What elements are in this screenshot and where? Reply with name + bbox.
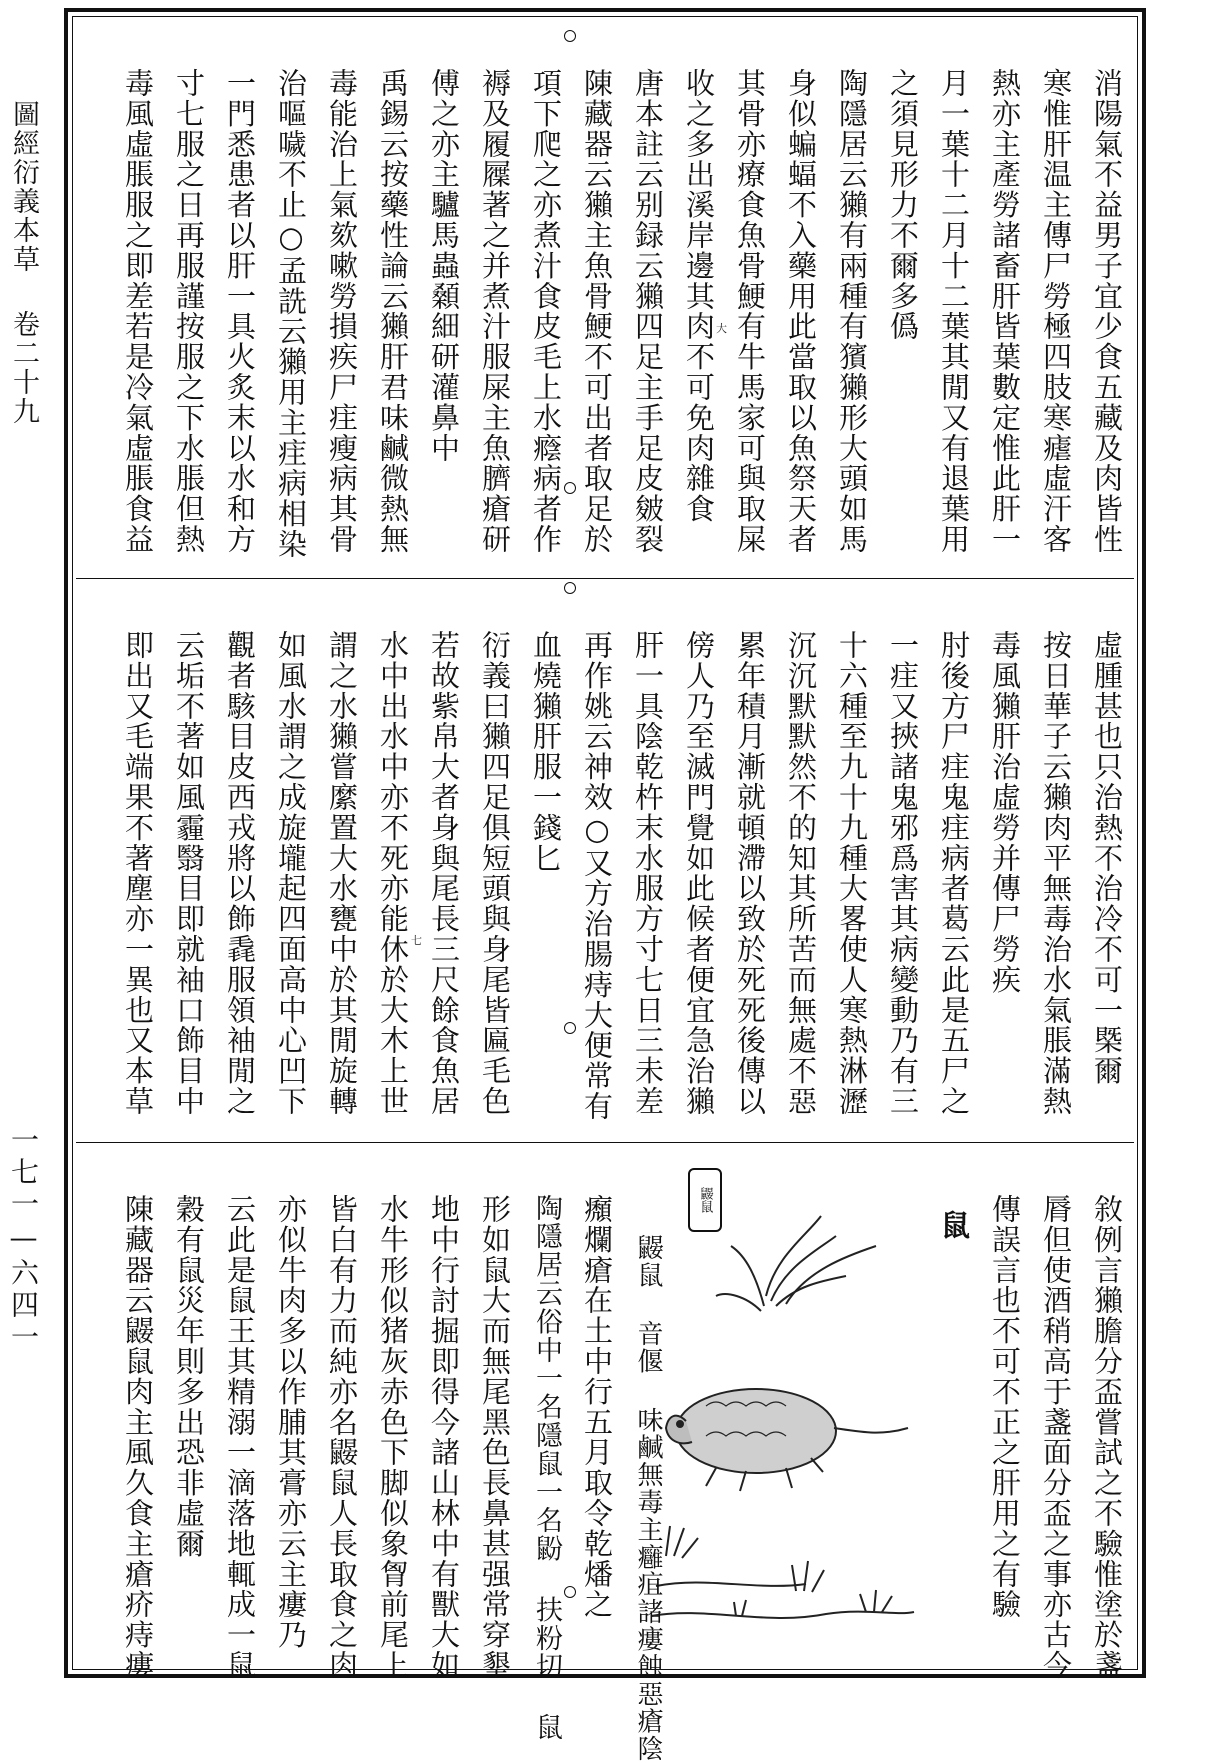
seam-circle-mark [564,1022,576,1034]
seam-circle-mark [564,482,576,494]
text-column: 唐本註云别録云獺四足主手足皮皴裂 [631,68,665,555]
text-column: 身似蝙蝠不入藥用此當取以魚祭天者 [784,68,818,555]
text-column: 一門悉患者以肝一具火炙末以水和方 [223,68,257,555]
leaf-mark: 七 [411,934,422,947]
text-column: 陶隱居云俗中一名隱鼠一名鼢 扶粉切 鼠 [531,1194,562,1742]
text-column: 傳誤言也不可不正之肝用之有驗 [988,1194,1022,1620]
text-column: 水牛形似猪灰赤色下脚似象胷前尾上 [376,1194,410,1681]
text-column: 傍人乃至滅門覺如此候者便宜急治獺 [682,630,716,1117]
text-column: 陳藏器云獺主魚骨鯁不可出者取足於 [580,68,614,555]
text-column: 收之多出溪岸邊其肉不可免肉雜食 [682,68,716,524]
text-column: 形如鼠大而無尾黑色長鼻甚强常穿墾 [478,1194,512,1681]
running-header-title [8,100,38,426]
text-column: 傅之亦主驢馬蟲顙細研灌鼻中 [427,68,461,464]
text-column: 血燒獺肝服一錢匕 [529,630,563,874]
text-column: 亦似牛肉多以作脯其膏亦云主瘻乃 [274,1194,308,1650]
seal-text: 鼹鼠 [697,1187,713,1213]
leaf-mark: 大 [716,322,727,335]
text-column: 觀者駭目皮西戎將以飾毳服領袖閒之 [223,630,257,1117]
panel-bottom [76,1146,1134,1763]
page-frame [64,8,1146,1763]
text-column: 寒惟肝温主傳尸勞極四肢寒瘧虛汗客 [1039,68,1073,555]
text-column: 衍義曰獺四足俱短頭與身尾皆匾毛色 [478,630,512,1117]
text-column: 熱亦主產勞諸畜肝皆葉數定惟此肝一 [988,68,1022,555]
seam-circle-mark [564,1586,576,1598]
panel-divider [76,578,1134,579]
text-column: 陳藏器云鼹鼠肉主風久食主瘡疥痔瘻 [121,1194,155,1681]
text-column: 寸七服之日再服謹按服之下水脹但熱 [172,68,206,555]
seam-circle-mark [564,582,576,594]
text-column: 消陽氣不益男子宜少食五藏及肉皆性 [1090,68,1124,555]
text-column: 褥及履屧著之并煮汁服屎主魚臍瘡研 [478,68,512,555]
seal-label [688,1168,722,1232]
text-column: 月一葉十二月十二葉其閒又有退葉用 [937,68,971,555]
text-column: 毒風虛脹服之即差若是冷氣虛脹食益 [121,68,155,555]
text-column: 項下爬之亦煮汁食皮毛上水癊病者作 [529,68,563,555]
text-column: 其骨亦療食魚骨鯁有牛馬家可與取屎 [733,68,767,555]
text-column: 云垢不著如風霾翳目即就袖口飾目中 [172,630,206,1117]
text-column: 虛腫甚也只治熱不治冷不可一槩爾 [1090,630,1124,1086]
text-column: 毒風獺肝治虛勞并傳尸勞疾 [988,630,1022,995]
text-column: 謂之水獺嘗縻置大水甕中於其閒旋轉 [325,630,359,1117]
text-column: 按日華子云獺肉平無毒治水氣脹滿熱 [1039,630,1073,1117]
seam-circle-mark [564,30,576,42]
text-column: 治嘔噦不止○孟詵云獺用主疰病相染 [274,68,308,560]
panel-top [76,20,1134,574]
text-column: 地中行討掘即得今諸山林中有獸大如 [427,1194,461,1681]
section-heading-shu: 鼠 [937,1210,971,1241]
text-column: 一疰又挾諸鬼邪爲害其病變動乃有三 [886,630,920,1117]
text-column: 之須見形力不爾多僞 [886,68,920,342]
panel-divider [76,1142,1134,1143]
text-column: 肝一具陰乾杵末水服方寸七日三未差 [631,630,665,1117]
text-column: 沉沉默默然不的知其所苦而無處不惡 [784,630,818,1117]
text-column: 㿗爛瘡在土中行五月取令乾燔之 [580,1194,614,1620]
panel-middle [76,582,1134,1138]
page-number: 一七一—六四一 [7,1125,40,1354]
text-column: 禹錫云按藥性論云獺肝君味鹹微熱無 [376,68,410,555]
text-column: 肘後方尸疰鬼疰病者葛云此是五尸之 [937,630,971,1117]
text-column: 陶隱居云獺有兩種有獱獺形大頭如馬 [835,68,869,555]
text-column: 脣但使酒稍高于盞面分盃之事亦古今 [1039,1194,1073,1681]
volume-label: 卷二十九 [8,310,39,426]
text-column: 毒能治上氣欬嗽勞損疾尸疰瘦病其骨 [325,68,359,555]
mole-rat-illustration [646,1196,916,1656]
text-column: 如風水謂之成旋壠起四面高中心凹下 [274,630,308,1117]
text-column: 敘例言獺膽分盃嘗試之不驗惟塗於盞 [1090,1194,1124,1681]
text-column-entry-head: 鼹鼠 音偃 味鹹無毒主癰疽諸瘻蝕惡瘡陰 [633,1234,663,1763]
text-column: 穀有鼠災年則多出恐非虛爾 [172,1194,206,1559]
text-column: 即出又毛端果不著塵亦一異也又本草 [121,630,155,1117]
text-column: 水中出水中亦不死亦能休於大木上世 [376,630,410,1117]
text-column: 云此是鼠王其精溺一滴落地輒成一鼠 [223,1194,257,1681]
text-column: 累年積月漸就頓滯以致於死死後傳以 [733,630,767,1117]
text-column: 若故紫帛大者身與尾長三尺餘食魚居 [427,630,461,1117]
text-column: 十六種至九十九種大畧使人寒熱淋瀝 [835,630,869,1117]
text-column: 再作姚云神效○又方治腸痔大便常有 [580,630,614,1122]
text-column: 皆白有力而純亦名鼹鼠人長取食之肉 [325,1194,359,1681]
book-title: 圖經衍義本草 [8,100,39,274]
mole-rat-drawing [646,1196,916,1656]
